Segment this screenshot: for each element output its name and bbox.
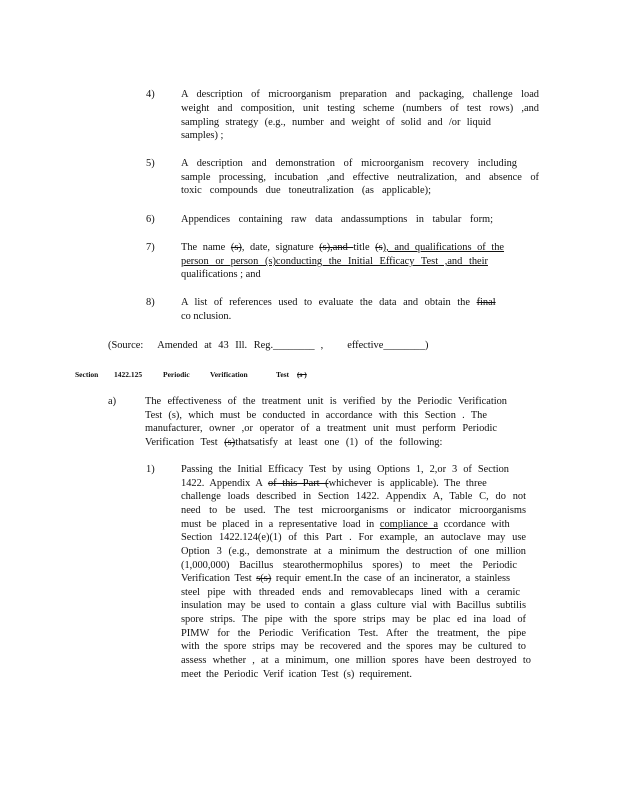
paragraph-a-line: Test (s), which must be conducted in accordance with this Section . The [145, 410, 487, 421]
item-8-line [181, 296, 496, 310]
item-4-line: sampling strategy (e.g., number and weight of solid and /or liquid [181, 117, 491, 128]
item-5-line: sample processing, incubation ,and effective neutralization, and absence of [181, 172, 539, 183]
item-7-line [181, 241, 504, 255]
subitem-1-line: spore strips. The pipe with the spore strips may be plac ed ina load of [181, 614, 526, 625]
section-word: Section [75, 370, 99, 379]
subitem-1-text: ccordance with [437, 519, 510, 530]
section-title-struck: (s ) [297, 370, 307, 379]
subitem-1-line [181, 477, 487, 491]
item-7-underlined-text: ), and qualifications of the [382, 242, 505, 253]
source-note [108, 339, 428, 353]
item-4-line: A description of microorganism preparation and packaging, challenge load [181, 89, 539, 100]
section-title-word: Test [276, 370, 290, 379]
subitem-1-line: Section 1422.124(e)(1) of this Part . For example, an autoclave may use [181, 532, 526, 543]
item-4-line: samples) ; [181, 130, 224, 141]
subitem-1-line: meet the Periodic Verif ication Test (s) requirement. [181, 669, 412, 680]
subitem-1-line: assess whether , at a minimum, one million spores have been destroyed to [181, 655, 531, 666]
subitem-1-struck-text: s(s) [256, 573, 272, 584]
item-7-struck-text: (s) [230, 242, 242, 253]
item-7-line: person or person (s)conducting the Initial Efficacy Test ,and their [181, 256, 488, 267]
section-title-word: Verification [210, 370, 248, 379]
subitem-1-line: steel pipe with threaded ends and removablecaps lined with a ceramic [181, 587, 520, 598]
item-7-text: title [353, 242, 376, 253]
item-5-line: A description and demonstration of microorganism recovery including [181, 158, 517, 169]
item-7-text: The name [181, 242, 231, 253]
source-blank: ________) [383, 340, 429, 351]
item-number-7: 7) [146, 242, 155, 253]
subitem-1-text: must be placed in a representative load in [181, 519, 380, 530]
section-title-word: Periodic [163, 370, 190, 379]
paragraph-a-struck-text: (s) [224, 437, 236, 448]
paragraph-a-text: Verification Test [145, 437, 225, 448]
section-number: 1422.125 [114, 370, 143, 379]
subitem-1-line: with the spore strips may be recovered and the spores may be cultured to [181, 641, 526, 652]
subitem-1-text: whichever is applicable). The three [328, 478, 487, 489]
subitem-1-struck-text: of this Part ( [267, 478, 329, 489]
subitem-1-line [181, 572, 510, 586]
paragraph-a-label: a) [108, 396, 117, 407]
subitem-1-text: requir ement.In the case of an incinerator, a stainless [271, 573, 511, 584]
subitem-1-line: Passing the Initial Efficacy Test by using Options 1, 2,or 3 of Section [181, 464, 509, 475]
subitem-1-line: PIMW for the Periodic Verification Test. After the treatment, the pipe [181, 628, 526, 639]
item-7-struck-text: (s),and [319, 242, 354, 253]
subitem-1-label: 1) [146, 464, 155, 475]
item-7-text: , date, signature [241, 242, 320, 253]
item-number-6: 6) [146, 214, 155, 225]
item-7-struck-text: (s [375, 242, 383, 253]
paragraph-a-line: manufacturer, owner ,or operator of a treatment unit must perform Periodic [145, 423, 497, 434]
subitem-1-text: Verification Test [181, 573, 257, 584]
paragraph-a-text: thatsatisfy at least one (1) of the following: [235, 437, 443, 448]
subitem-1-line: challenge loads described in Section 1422. Appendix A, Table C, do not [181, 491, 526, 502]
item-4-line: weight and composition, unit testing scheme (numbers of test rows) ,and [181, 103, 539, 114]
item-number-8: 8) [146, 297, 155, 308]
subitem-1-line: (1,000,000) Bacillus stearothermophilus spores) to meet the Periodic [181, 560, 517, 571]
item-8-struck-text: final [476, 297, 496, 308]
item-6-line: Appendices containing raw data andassumptions in tabular form; [181, 214, 493, 225]
source-comma: , [320, 340, 324, 351]
paragraph-a-line [145, 436, 442, 450]
subitem-1-line [181, 518, 510, 532]
item-8-text: A list of references used to evaluate the data and obtain the [181, 297, 477, 308]
item-5-line: toxic compounds due toneutralization (as applicable); [181, 185, 431, 196]
source-blank: ________ [273, 340, 315, 351]
item-8-line: co nclusion. [181, 311, 232, 322]
subitem-1-line: need to be used. The test microorganisms or indicator microorganisms [181, 505, 526, 516]
source-label: (Source: [108, 340, 144, 351]
subitem-1-text: 1422. Appendix A [181, 478, 268, 489]
source-amended: Amended at 43 Ill. Reg. [157, 340, 274, 351]
source-effective: effective [347, 340, 384, 351]
subitem-1-underlined-text: compliance a [379, 519, 438, 530]
subitem-1-line: insulation may be used to contain a glass culture vial with Bacillus subtilis [181, 600, 526, 611]
item-number-4: 4) [146, 89, 155, 100]
paragraph-a-line: The effectiveness of the treatment unit is verified by the Periodic Verification [145, 396, 507, 407]
item-7-line: qualifications ; and [181, 269, 261, 280]
item-number-5: 5) [146, 158, 155, 169]
subitem-1-line: Option 3 (e.g., demonstrate at a minimum the destruction of one million [181, 546, 526, 557]
